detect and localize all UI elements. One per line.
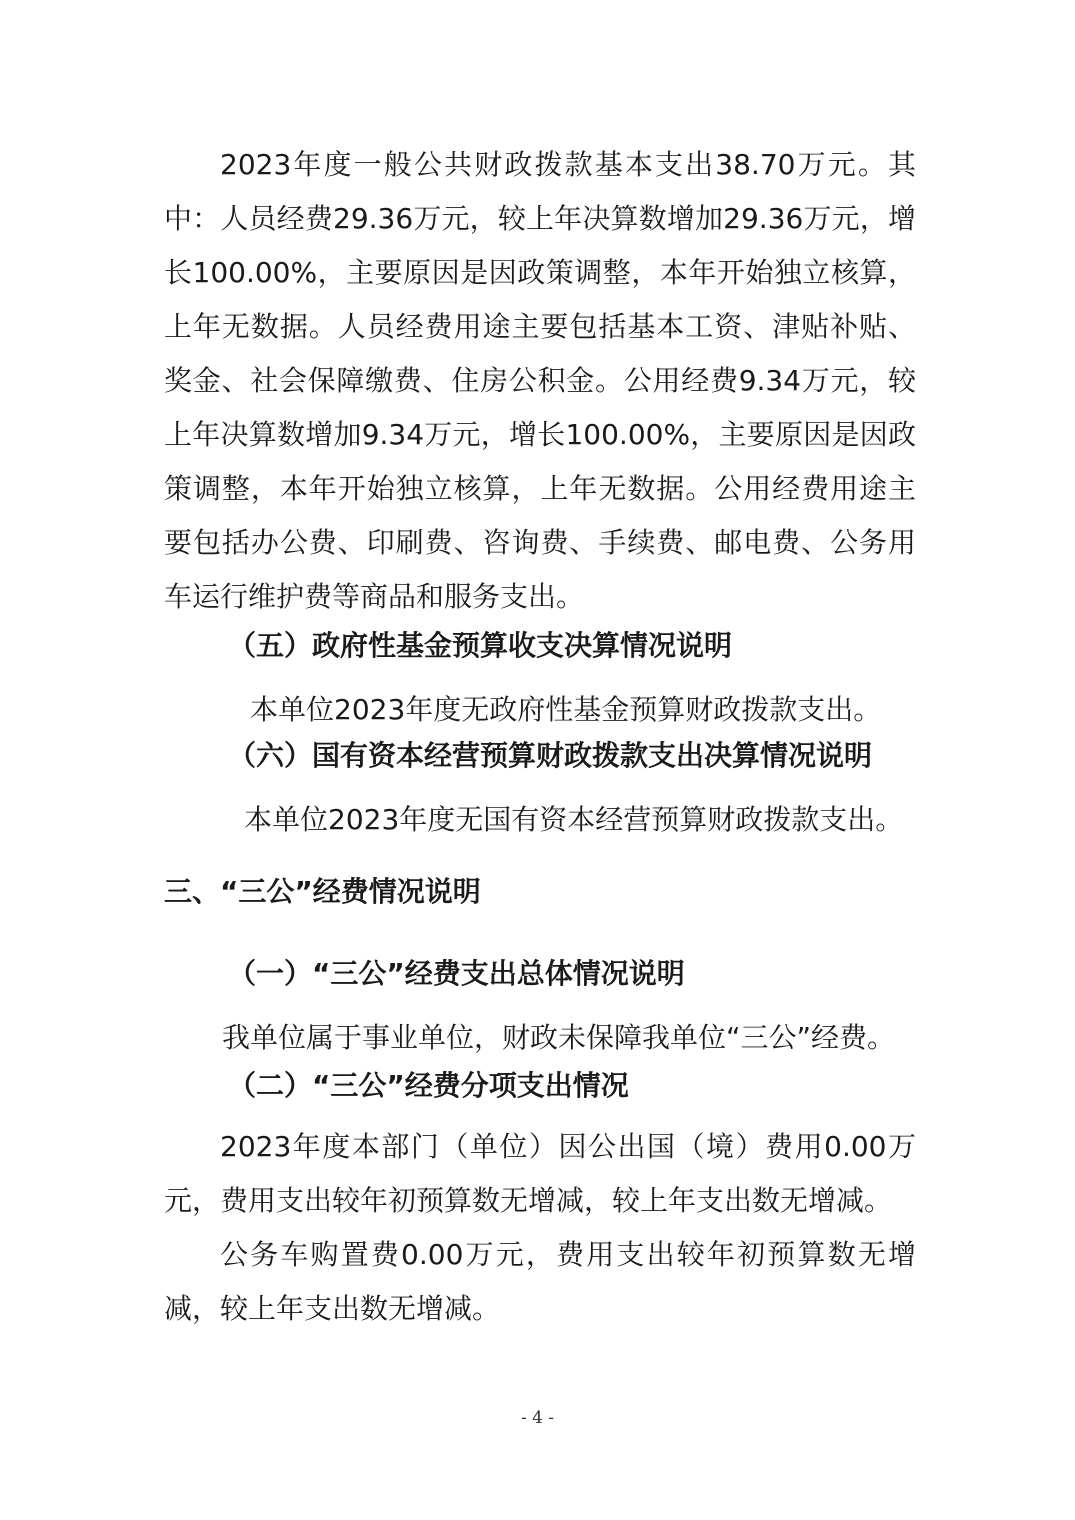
paragraph-overall-expenditure: 我单位属于事业单位，财政未保障我单位“三公”经费。	[222, 1021, 896, 1054]
heading-section-three-public: 三、“三公”经费情况说明	[164, 875, 481, 908]
paragraph-vehicle-purchase: 公务车购置费0.00万元，费用支出较年初预算数无增减，较上年支出数无增减。	[164, 1238, 916, 1325]
paragraph-government-fund: 本单位2023年度无政府性基金预算财政拨款支出。	[250, 693, 882, 726]
paragraph-abroad-expenses: 2023年度本部门（单位）因公出国（境）费用0.00万元，费用支出较年初预算数无增减，较上年支出数无增减。	[164, 1130, 916, 1217]
heading-state-capital: （六）国有资本经营预算财政拨款支出决算情况说明	[228, 739, 873, 772]
heading-itemized-expenditure: （二）“三公”经费分项支出情况	[228, 1069, 629, 1102]
paragraph-state-capital: 本单位2023年度无国有资本经营预算财政拨款支出。	[244, 803, 904, 836]
page-number: - 4 -	[520, 1408, 555, 1428]
paragraph-basic-expenditure: 2023年度一般公共财政拨款基本支出38.70万元。其中：人员经费29.36万元，较上年决算数增加29.36万元，增长100.00%，主要原因是因政策调整，本年开始独立核算，上年无数据。人员经费用途主要包括基本工资、津贴补贴、奖金、社会保障缴费、住房公积金。公用经费9.34万元，较上年决算数增加9.34万元，增长100.00%，主要原因是因政策调整，本年开始独立核算，上年无数据。公用经费用途主要包括办公费、印刷费、咨询费、手续费、邮电费、公务用车运行维护费等商品和服务支出。	[164, 148, 916, 613]
heading-government-fund: （五）政府性基金预算收支决算情况说明	[228, 629, 733, 662]
heading-overall-expenditure: （一）“三公”经费支出总体情况说明	[228, 957, 685, 990]
